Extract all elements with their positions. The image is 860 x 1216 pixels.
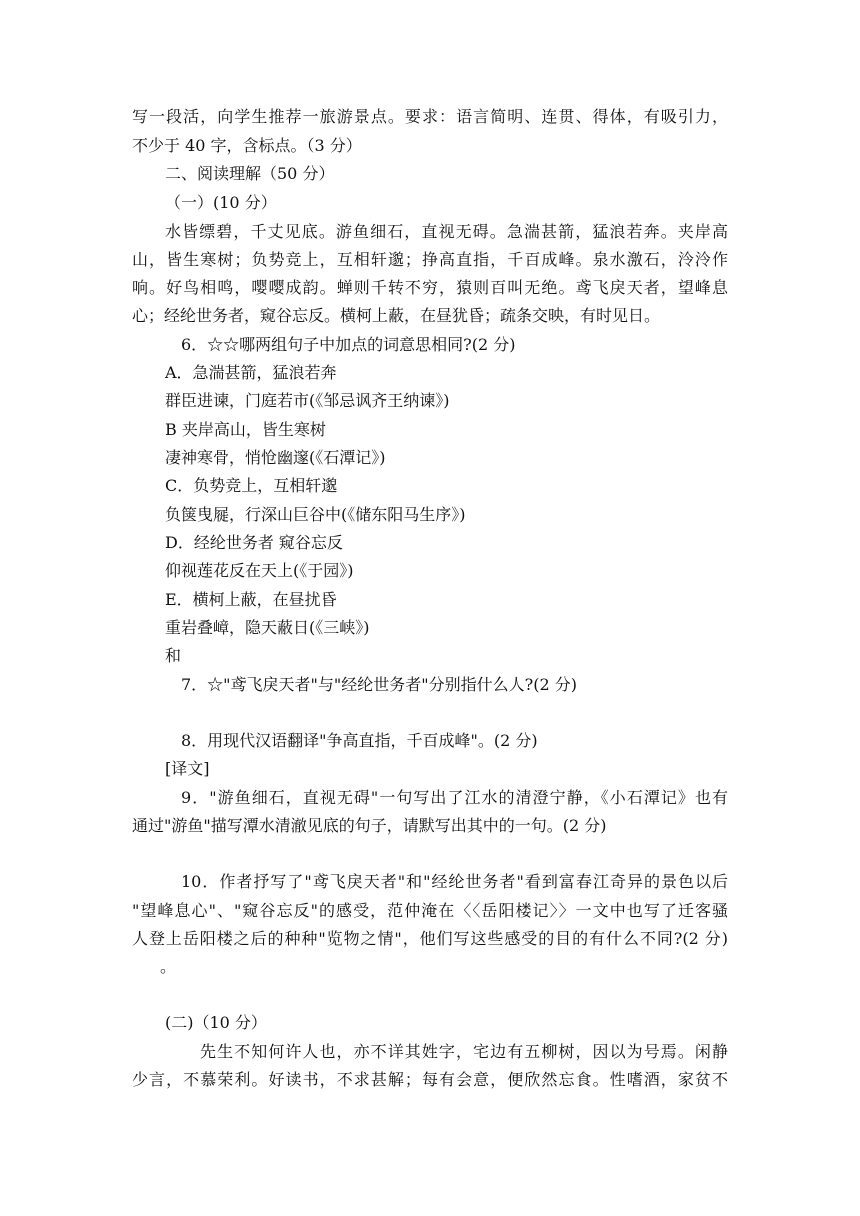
q6-option-c: C．负势竞上，互相轩邈 [165,476,338,495]
part-2-heading: (二)（10 分） [165,1013,267,1032]
q8-answer-label: [译文] [165,759,210,778]
passage-1-line-4: 心；经纶世务者，窥谷忘反。横柯上蔽，在昼犹昏；疏条交映，有时见日。 [132,306,661,325]
q6-answer-fragment: 和 [165,646,182,665]
question-10-line-4: 。 [160,957,177,976]
q6-option-d: D．经纶世务者 窥谷忘反 [165,533,343,552]
q6-option-d-compare: 仰视莲花反在天上(《于园》) [165,561,354,580]
passage-1-line-3: 响。好鸟相鸣，嘤嘤成韵。蝉则千转不穷，猿则百叫无绝。鸢飞戾天者，望峰息 [132,278,728,297]
question-7: 7．☆"鸢飞戾天者"与"经纶世务者"分别指什么人?(2 分) [181,675,577,694]
passage-2-line-2: 少言，不慕荣利。好读书，不求甚解；每有会意，便欣然忘食。性嗜酒，家贫不 [132,1070,728,1089]
q6-option-e: E．横柯上蔽，在昼扰昏 [165,590,337,609]
part-1-heading: （一）(10 分） [165,193,277,212]
q6-option-c-compare: 负箧曳屣，行深山巨谷中(《储东阳马生序》) [165,505,466,524]
question-10-line-3: 人登上岳阳楼之后的种种"览物之情"，他们写这些感受的目的有什么不同?(2 分) [132,929,728,948]
question-10-line-1: 10．作者抒写了"鸢飞戾天者"和"经纶世务者"看到富春江奇异的景色以后 [181,872,728,891]
question-9-line-2: 通过"游鱼"描写潭水清澈见底的句子，请默写出其中的一句。(2 分) [132,816,607,835]
intro-line-2: 不少于 40 字，含标点。（3 分） [132,136,362,155]
question-9-line-1: 9．"游鱼细石，直视无碍"一句写出了江水的清澄宁静，《小石潭记》也有 [181,788,728,807]
section-2-heading: 二、阅读理解（50 分） [165,164,335,183]
intro-line-1: 写一段活，向学生推荐一旅游景点。要求：语言简明、连贯、得体，有吸引力， [132,107,728,126]
q6-option-a-compare: 群臣进谏，门庭若市(《邹忌讽齐王纳谏》) [165,391,450,410]
q6-option-e-compare: 重岩叠嶂，隐天蔽日(《三峡》) [165,618,370,637]
passage-1-line-1: 水皆缥碧，千丈见底。游鱼细石，直视无碍。急湍甚箭，猛浪若奔。夹岸高 [165,222,728,241]
passage-1-line-2: 山，皆生寒树；负势竞上，互相轩邈；挣高直指，千百成峰。泉水激石，泠泠作 [132,250,728,269]
question-8: 8．用现代汉语翻译"争高直指，千百成峰"。(2 分) [181,731,538,750]
q6-option-b-compare: 凄神寒骨，悄怆幽邃(《石潭记》) [165,448,386,467]
q6-option-a: A．急湍甚箭，猛浪若奔 [165,363,337,382]
passage-2-line-1: 先生不知何许人也，亦不详其姓字，宅边有五柳树，因以为号焉。闲静 [200,1042,728,1061]
question-6: 6．☆☆哪两组句子中加点的词意思相同?(2 分) [181,335,516,354]
q6-option-b: B 夹岸高山，皆生寒树 [165,420,326,439]
question-10-line-2: "望峰息心"、"窥谷忘反"的感受，范仲淹在〈〈岳阳楼记〉〉一文中也写了迁客骚 [132,901,728,920]
